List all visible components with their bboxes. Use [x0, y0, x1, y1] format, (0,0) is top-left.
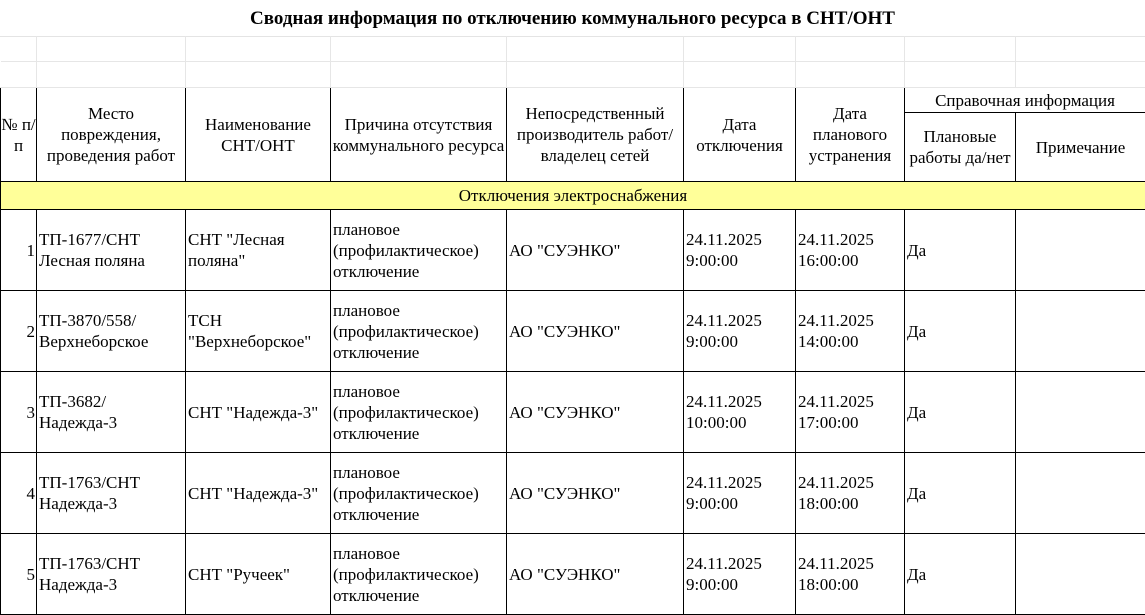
header-planned[interactable]: Плановые работы да/нет [905, 113, 1016, 182]
row-off-date[interactable]: 24.11.2025 9:00:00 [684, 210, 796, 291]
blank-cell[interactable] [37, 62, 186, 88]
row-num[interactable]: 4 [1, 453, 37, 534]
header-note[interactable]: Примечание [1016, 113, 1145, 182]
blank-cell[interactable] [186, 36, 331, 62]
blank-cell[interactable] [331, 62, 507, 88]
header-row [1, 88, 1145, 113]
row-place[interactable]: ТП-1763/СНТ Надежда-3 [37, 453, 186, 534]
outage-table [0, 36, 1145, 615]
row-name[interactable]: СНТ "Надежда-3" [186, 453, 331, 534]
row-off-date[interactable]: 24.11.2025 9:00:00 [684, 453, 796, 534]
row-reason[interactable]: плановое (профилактическое) отключение [331, 372, 507, 453]
blank-cell[interactable] [1, 62, 37, 88]
section-row [1, 182, 1145, 210]
row-fix-date[interactable]: 24.11.2025 16:00:00 [796, 210, 905, 291]
blank-cell[interactable] [507, 62, 684, 88]
row-planned[interactable]: Да [905, 291, 1016, 372]
row-place[interactable]: ТП-1763/СНТ Надежда-3 [37, 534, 186, 615]
row-producer[interactable]: АО "СУЭНКО" [507, 372, 684, 453]
header-fix-date[interactable]: Дата планового устранения [796, 88, 905, 182]
row-reason[interactable]: плановое (профилактическое) отключение [331, 210, 507, 291]
row-fix-date[interactable]: 24.11.2025 18:00:00 [796, 453, 905, 534]
row-fix-date[interactable]: 24.11.2025 18:00:00 [796, 534, 905, 615]
blank-cell[interactable] [796, 36, 905, 62]
row-planned[interactable]: Да [905, 372, 1016, 453]
row-fix-date[interactable]: 24.11.2025 14:00:00 [796, 291, 905, 372]
blank-cell[interactable] [507, 36, 684, 62]
blank-row [1, 62, 1145, 88]
row-note[interactable] [1016, 210, 1145, 291]
row-planned[interactable]: Да [905, 534, 1016, 615]
table-row [1, 453, 1145, 534]
header-name[interactable]: Наименование СНТ/ОНТ [186, 88, 331, 182]
row-producer[interactable]: АО "СУЭНКО" [507, 453, 684, 534]
blank-cell[interactable] [1016, 62, 1145, 88]
row-planned[interactable]: Да [905, 210, 1016, 291]
row-note[interactable] [1016, 453, 1145, 534]
table-row [1, 372, 1145, 453]
row-fix-date[interactable]: 24.11.2025 17:00:00 [796, 372, 905, 453]
row-name[interactable]: ТСН "Верхнеборское" [186, 291, 331, 372]
row-off-date[interactable]: 24.11.2025 10:00:00 [684, 372, 796, 453]
row-name[interactable]: СНТ "Ручеек" [186, 534, 331, 615]
blank-cell[interactable] [331, 36, 507, 62]
row-name[interactable]: СНТ "Лесная поляна" [186, 210, 331, 291]
header-reference[interactable]: Справочная информация [905, 88, 1145, 113]
row-reason[interactable]: плановое (профилактическое) отключение [331, 291, 507, 372]
blank-cell[interactable] [796, 62, 905, 88]
blank-cell[interactable] [684, 36, 796, 62]
blank-cell[interactable] [905, 36, 1016, 62]
header-num[interactable]: № п/п [1, 88, 37, 182]
blank-cell[interactable] [186, 62, 331, 88]
blank-cell[interactable] [684, 62, 796, 88]
blank-row [1, 36, 1145, 62]
blank-cell[interactable] [1, 36, 37, 62]
row-reason[interactable]: плановое (профилактическое) отключение [331, 534, 507, 615]
section-label[interactable]: Отключения электроснабжения [1, 182, 1145, 210]
row-place[interactable]: ТП-3682/ Надежда-3 [37, 372, 186, 453]
document-title: Сводная информация по отключению коммунального ресурса в СНТ/ОНТ [0, 0, 1145, 37]
row-producer[interactable]: АО "СУЭНКО" [507, 534, 684, 615]
blank-cell[interactable] [1016, 36, 1145, 62]
header-place[interactable]: Место повреждения, проведения работ [37, 88, 186, 182]
row-note[interactable] [1016, 372, 1145, 453]
row-off-date[interactable]: 24.11.2025 9:00:00 [684, 534, 796, 615]
row-num[interactable]: 2 [1, 291, 37, 372]
row-place[interactable]: ТП-1677/СНТ Лесная поляна [37, 210, 186, 291]
row-planned[interactable]: Да [905, 453, 1016, 534]
header-reason[interactable]: Причина отсутствия коммунального ресурса [331, 88, 507, 182]
row-producer[interactable]: АО "СУЭНКО" [507, 210, 684, 291]
row-note[interactable] [1016, 534, 1145, 615]
header-producer[interactable]: Непосредственный производитель работ/ владелец сетей [507, 88, 684, 182]
row-note[interactable] [1016, 291, 1145, 372]
row-num[interactable]: 3 [1, 372, 37, 453]
row-producer[interactable]: АО "СУЭНКО" [507, 291, 684, 372]
row-name[interactable]: СНТ "Надежда-3" [186, 372, 331, 453]
row-place[interactable]: ТП-3870/558/ Верхнеборское [37, 291, 186, 372]
row-off-date[interactable]: 24.11.2025 9:00:00 [684, 291, 796, 372]
row-num[interactable]: 1 [1, 210, 37, 291]
blank-cell[interactable] [905, 62, 1016, 88]
row-reason[interactable]: плановое (профилактическое) отключение [331, 453, 507, 534]
row-num[interactable]: 5 [1, 534, 37, 615]
blank-cell[interactable] [37, 36, 186, 62]
table-row [1, 534, 1145, 615]
header-off-date[interactable]: Дата отключения [684, 88, 796, 182]
table-row [1, 210, 1145, 291]
table-row [1, 291, 1145, 372]
